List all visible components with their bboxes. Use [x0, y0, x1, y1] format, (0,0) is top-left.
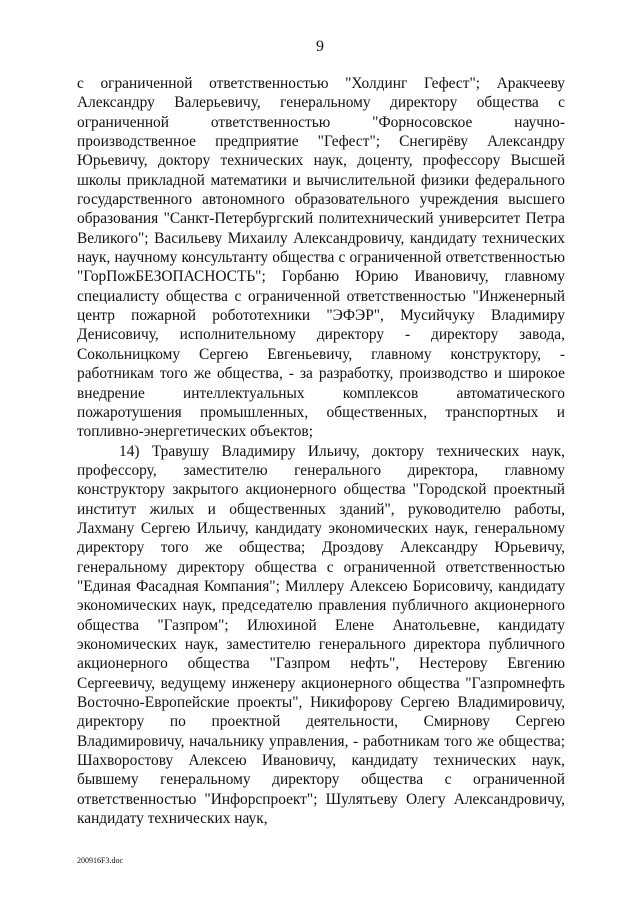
footer-file-name: 200916F3.doc — [77, 856, 123, 865]
document-body — [77, 74, 565, 828]
paragraph-item-14: 14) Травушу Владимиру Ильичу, доктору технических наук, профессору, заместителю генерального директора, главному конструктору закрытого акционерного общества "Городской проектный институт жилых и общественных зданий", руководителю работы, Лахману Сергею Ильичу, кандидату экономических наук, генеральному директору того же общества; Дроздову Александру Юрьевичу, генеральному директору общества с ограниченной ответственностью "Единая Фасадная Компания"; Миллеру Алексею Борисовичу, кандидату экономических наук, председателю правления публичного акционерного общества "Газпром"; Илюхиной Елене Анатольевне, кандидату экономических наук, заместителю генерального директора публичного акционерного общества "Газпром нефть", Нестерову Евгению Сергеевичу, ведущему инженеру акционерного общества "Газпромнефть Восточно-Европейские проекты", Никифорову Сергею Владимировичу, директору по проектной деятельности, Смирнову Сергею Владимировичу, начальнику управления, - работникам того же общества; Шахворостову Алексею Ивановичу, кандидату технических наук, бывшему генеральному директору общества с ограниченной ответственностью "Инфорспроект"; Шулятьеву Олегу Александровичу, кандидату технических наук, — [77, 442, 565, 828]
page-number: 9 — [316, 38, 324, 55]
paragraph-continuation: с ограниченной ответственностью "Холдинг Гефест"; Аракчееву Александру Валерьевичу, генеральному директору общества с ограниченной ответственностью "Форносовское научно-производственное предприятие "Гефест"; Снегирёву Александру Юрьевичу, доктору технических наук, доценту, профессору Высшей школы прикладной математики и вычислительной физики федерального государственного автономного образовательного учреждения высшего образования "Санкт-Петербургский политехнический университет Петра Великого"; Васильеву Михаилу Александровичу, кандидату технических наук, научному консультанту общества с ограниченной ответственностью "ГорПожБЕЗОПАСНОСТЬ"; Горбаню Юрию Ивановичу, главному специалисту общества с ограниченной ответственностью "Инженерный центр пожарной робототехники "ЭФЭР", Мусийчуку Владимиру Денисовичу, исполнительному директору - директору завода, Сокольницкому Сергею Евгеньевичу, главному конструктору, - работникам того же общества, - за разработку, производство и широкое внедрение интеллектуальных комплексов автоматического пожаротушения промышленных, общественных, транспортных и топливно-энергетических объектов; — [77, 75, 565, 441]
